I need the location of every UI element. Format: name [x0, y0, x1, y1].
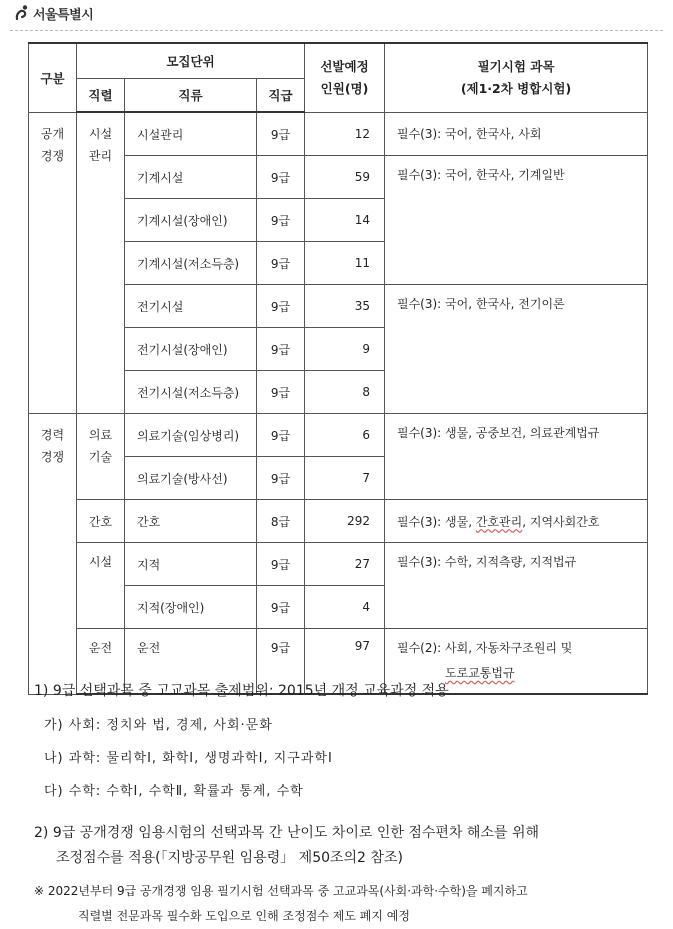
subject-cell: 필수(3): 국어, 한국사, 전기이론 [385, 285, 648, 414]
top-divider [10, 30, 663, 31]
table-row-count: 35 [305, 285, 385, 328]
table-row-count: 7 [305, 457, 385, 500]
table-row-jikryu: 시설관리 [125, 112, 257, 156]
recruitment-table [28, 42, 648, 695]
table-row-count: 12 [305, 112, 385, 156]
table-row-grade: 9급 [257, 112, 305, 156]
table-row-grade: 8급 [257, 500, 305, 543]
cell-gongae: 공개 경쟁 [29, 112, 77, 414]
table-row-count: 9 [305, 328, 385, 371]
header-jikgeup: 직급 [257, 79, 305, 113]
cell-gyeongryeok: 경력 경쟁 [29, 414, 77, 695]
table-row-grade: 9급 [257, 457, 305, 500]
subject-cell: 필수(3): 수학, 지적측량, 지적법규 [385, 543, 648, 629]
table-row-jikryu: 전기시설(장애인) [125, 328, 257, 371]
subject-cell: 필수(3): 국어, 한국사, 사회 [385, 112, 648, 156]
cell-siseol-gwanri: 시설 관리 [77, 112, 125, 414]
table-row-jikryu: 기계시설 [125, 156, 257, 199]
note-1-na: 나) 과학: 물리학Ⅰ, 화학Ⅰ, 생명과학Ⅰ, 지구과학Ⅰ [44, 751, 333, 766]
header-subject: 필기시험 과목 (제1·2차 병합시험) [385, 43, 648, 112]
header-mojip: 모집단위 [77, 43, 305, 79]
cell-uiryo: 의료 기술 [77, 414, 125, 500]
table-row-jikryu: 지적(장애인) [125, 586, 257, 629]
note-star: ※ 2022년부터 9급 공개경쟁 임용 필기시험 선택과목 중 고교과목(사회·과학·수학)을 폐지하고 직렬별 전문과목 필수화 도입으로 인해 조정점수 제도 폐지 예정 [34, 884, 528, 923]
table-row-jikryu: 기계시설(장애인) [125, 199, 257, 242]
table-row-count: 11 [305, 242, 385, 285]
table-row-jikryu: 운전 [125, 629, 257, 695]
notes-section [34, 680, 654, 929]
table-row-count: 97 [305, 629, 385, 695]
table-row-count: 14 [305, 199, 385, 242]
table-row-count: 27 [305, 543, 385, 586]
table-row-grade: 9급 [257, 629, 305, 695]
table-row-jikryu: 의료기술(임상병리) [125, 414, 257, 457]
header-jikryu: 직류 [125, 79, 257, 113]
note-2: 2) 9급 공개경쟁 임용시험의 선택과목 간 난이도 차이로 인한 점수편차 해소를 위해 조정점수를 적용(「지방공무원 임용령」 제50조의2 참조) [34, 825, 539, 866]
header-gubun: 구분 [29, 43, 77, 112]
table-row-count: 292 [305, 500, 385, 543]
table-row-jikryu: 전기시설(저소득층) [125, 371, 257, 414]
subject-cell: 필수(3): 생물, 공중보건, 의료관계법규 [385, 414, 648, 500]
table-row-jikryu: 지적 [125, 543, 257, 586]
subject-cell: 필수(3): 생물, 간호관리, 지역사회간호 [385, 500, 648, 543]
table-row-jikryu: 기계시설(저소득층) [125, 242, 257, 285]
table-row-count: 59 [305, 156, 385, 199]
note-1-ga: 가) 사회: 정치와 법, 경제, 사회·문화 [44, 718, 273, 733]
table-row-count: 6 [305, 414, 385, 457]
table-row-grade: 9급 [257, 586, 305, 629]
table-row-grade: 9급 [257, 328, 305, 371]
cell-siseol: 시설 [77, 543, 125, 629]
header-inwon: 선발예정 인원(명) [305, 43, 385, 112]
subject-cell: 필수(2): 사회, 자동차구조원리 및 도로교통법규 [385, 629, 648, 695]
table-row-grade: 9급 [257, 156, 305, 199]
table-row-grade: 9급 [257, 371, 305, 414]
table-row-grade: 9급 [257, 285, 305, 328]
table-row-count: 8 [305, 371, 385, 414]
table-row-jikryu: 전기시설 [125, 285, 257, 328]
table-row-jikryu: 의료기술(방사선) [125, 457, 257, 500]
cell-unjeon: 운전 [77, 629, 125, 695]
seoul-logo-icon [14, 4, 30, 22]
subject-cell: 필수(3): 국어, 한국사, 기계일반 [385, 156, 648, 285]
table-row-jikryu: 간호 [125, 500, 257, 543]
seoul-logo [14, 2, 93, 24]
table-row-grade: 9급 [257, 199, 305, 242]
note-1-da: 다) 수학: 수학Ⅰ, 수학Ⅱ, 확률과 통계, 수학 [44, 784, 304, 799]
logo-text: 서울특별시 [33, 7, 94, 23]
table-row-grade: 9급 [257, 242, 305, 285]
table-row-count: 4 [305, 586, 385, 629]
table-row-grade: 9급 [257, 543, 305, 586]
note-1: 1) 9급 선택과목 중 고교과목 출제범위: 2015년 개정 교육과정 적용 [34, 683, 449, 699]
table-row-grade: 9급 [257, 414, 305, 457]
cell-ganho: 간호 [77, 500, 125, 543]
header-jikryeol: 직렬 [77, 79, 125, 113]
